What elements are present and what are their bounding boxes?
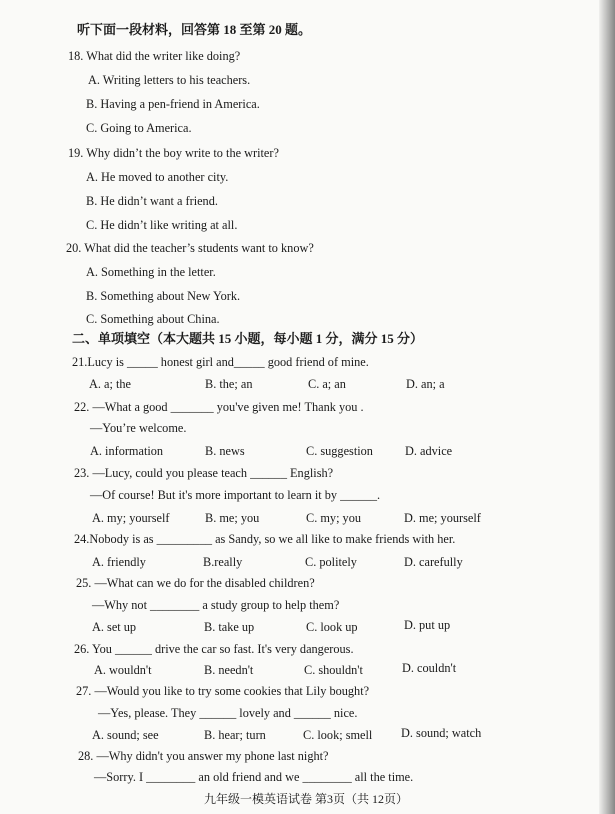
question-22-option-c: C. suggestion: [306, 444, 373, 458]
question-18-option-b: B. Having a pen-friend in America.: [86, 97, 260, 111]
question-24-option-a: A. friendly: [92, 555, 146, 569]
page-footer: 九年级一模英语试卷 第3页（共 12页）: [204, 792, 409, 806]
question-23-option-d: D. me; yourself: [404, 511, 481, 525]
question-28-reply: —Sorry. I ________ an old friend and we ________ all the time.: [94, 770, 414, 784]
question-27: 27. —Would you like to try some cookies that Lily bought?: [76, 684, 370, 698]
question-21-option-a: A. a; the: [89, 377, 132, 391]
question-26-option-b: B. needn't: [204, 663, 254, 677]
question-21-option-b: B. the; an: [205, 377, 253, 391]
question-21-option-d: D. an; a: [406, 377, 445, 391]
question-24-option-b: B.really: [203, 555, 243, 569]
question-25-option-a: A. set up: [92, 620, 137, 634]
question-23-option-b: B. me; you: [205, 511, 260, 525]
question-21: 21.Lucy is _____ honest girl and_____ good friend of mine.: [72, 355, 369, 369]
question-19-option-c: C. He didn’t like writing at all.: [86, 218, 238, 232]
question-23-option-c: C. my; you: [306, 511, 361, 525]
question-24-option-d: D. carefully: [404, 555, 463, 569]
question-24: 24.Nobody is as _________ as Sandy, so we all like to make friends with her.: [74, 532, 456, 546]
listening-section-intro: 听下面一段材料，回答第 18 至第 20 题。: [77, 22, 312, 37]
question-26: 26. You ______ drive the car so fast. It's very dangerous.: [74, 642, 354, 656]
question-22: 22. —What a good _______ you've given me! Thank you .: [74, 400, 364, 414]
question-21-option-c: C. a; an: [308, 377, 346, 391]
question-18-option-c: C. Going to America.: [86, 121, 192, 135]
question-25-option-d: D. put up: [404, 618, 451, 632]
page-edge-shadow: [599, 0, 615, 814]
question-26-option-a: A. wouldn't: [94, 663, 152, 677]
question-20: 20. What did the teacher’s students want to know?: [66, 241, 314, 255]
question-25-reply: —Why not ________ a study group to help them?: [92, 598, 340, 612]
question-20-option-c: C. Something about China.: [86, 312, 220, 326]
question-19-option-a: A. He moved to another city.: [86, 170, 229, 184]
question-20-option-a: A. Something in the letter.: [86, 265, 216, 279]
question-25-option-b: B. take up: [204, 620, 255, 634]
question-22-reply: —You’re welcome.: [90, 421, 187, 435]
question-24-option-c: C. politely: [305, 555, 357, 569]
question-27-option-b: B. hear; turn: [204, 728, 266, 742]
question-26-option-c: C. shouldn't: [304, 663, 363, 677]
section-2-heading: 二、单项填空（本大题共 15 小题，每小题 1 分，满分 15 分）: [72, 331, 424, 346]
question-22-option-b: B. news: [205, 444, 245, 458]
question-19: 19. Why didn’t the boy write to the writer?: [68, 146, 279, 160]
question-27-option-c: C. look; smell: [303, 728, 373, 742]
question-22-option-a: A. information: [90, 444, 164, 458]
question-27-reply: —Yes, please. They ______ lovely and ______ nice.: [98, 706, 358, 720]
question-19-option-b: B. He didn’t want a friend.: [86, 194, 218, 208]
question-27-option-a: A. sound; see: [92, 728, 159, 742]
question-23-reply: —Of course! But it's more important to learn it by ______.: [90, 488, 381, 502]
question-18: 18. What did the writer like doing?: [68, 49, 241, 63]
question-28: 28. —Why didn't you answer my phone last night?: [78, 749, 329, 763]
question-26-option-d: D. couldn't: [402, 661, 457, 675]
question-27-option-d: D. sound; watch: [401, 726, 482, 740]
question-25: 25. —What can we do for the disabled children?: [76, 576, 315, 590]
question-22-option-d: D. advice: [405, 444, 453, 458]
question-20-option-b: B. Something about New York.: [86, 289, 241, 303]
question-18-option-a: A. Writing letters to his teachers.: [88, 73, 251, 87]
question-23: 23. —Lucy, could you please teach ______ English?: [74, 466, 334, 480]
question-25-option-c: C. look up: [306, 620, 358, 634]
question-23-option-a: A. my; yourself: [92, 511, 170, 525]
